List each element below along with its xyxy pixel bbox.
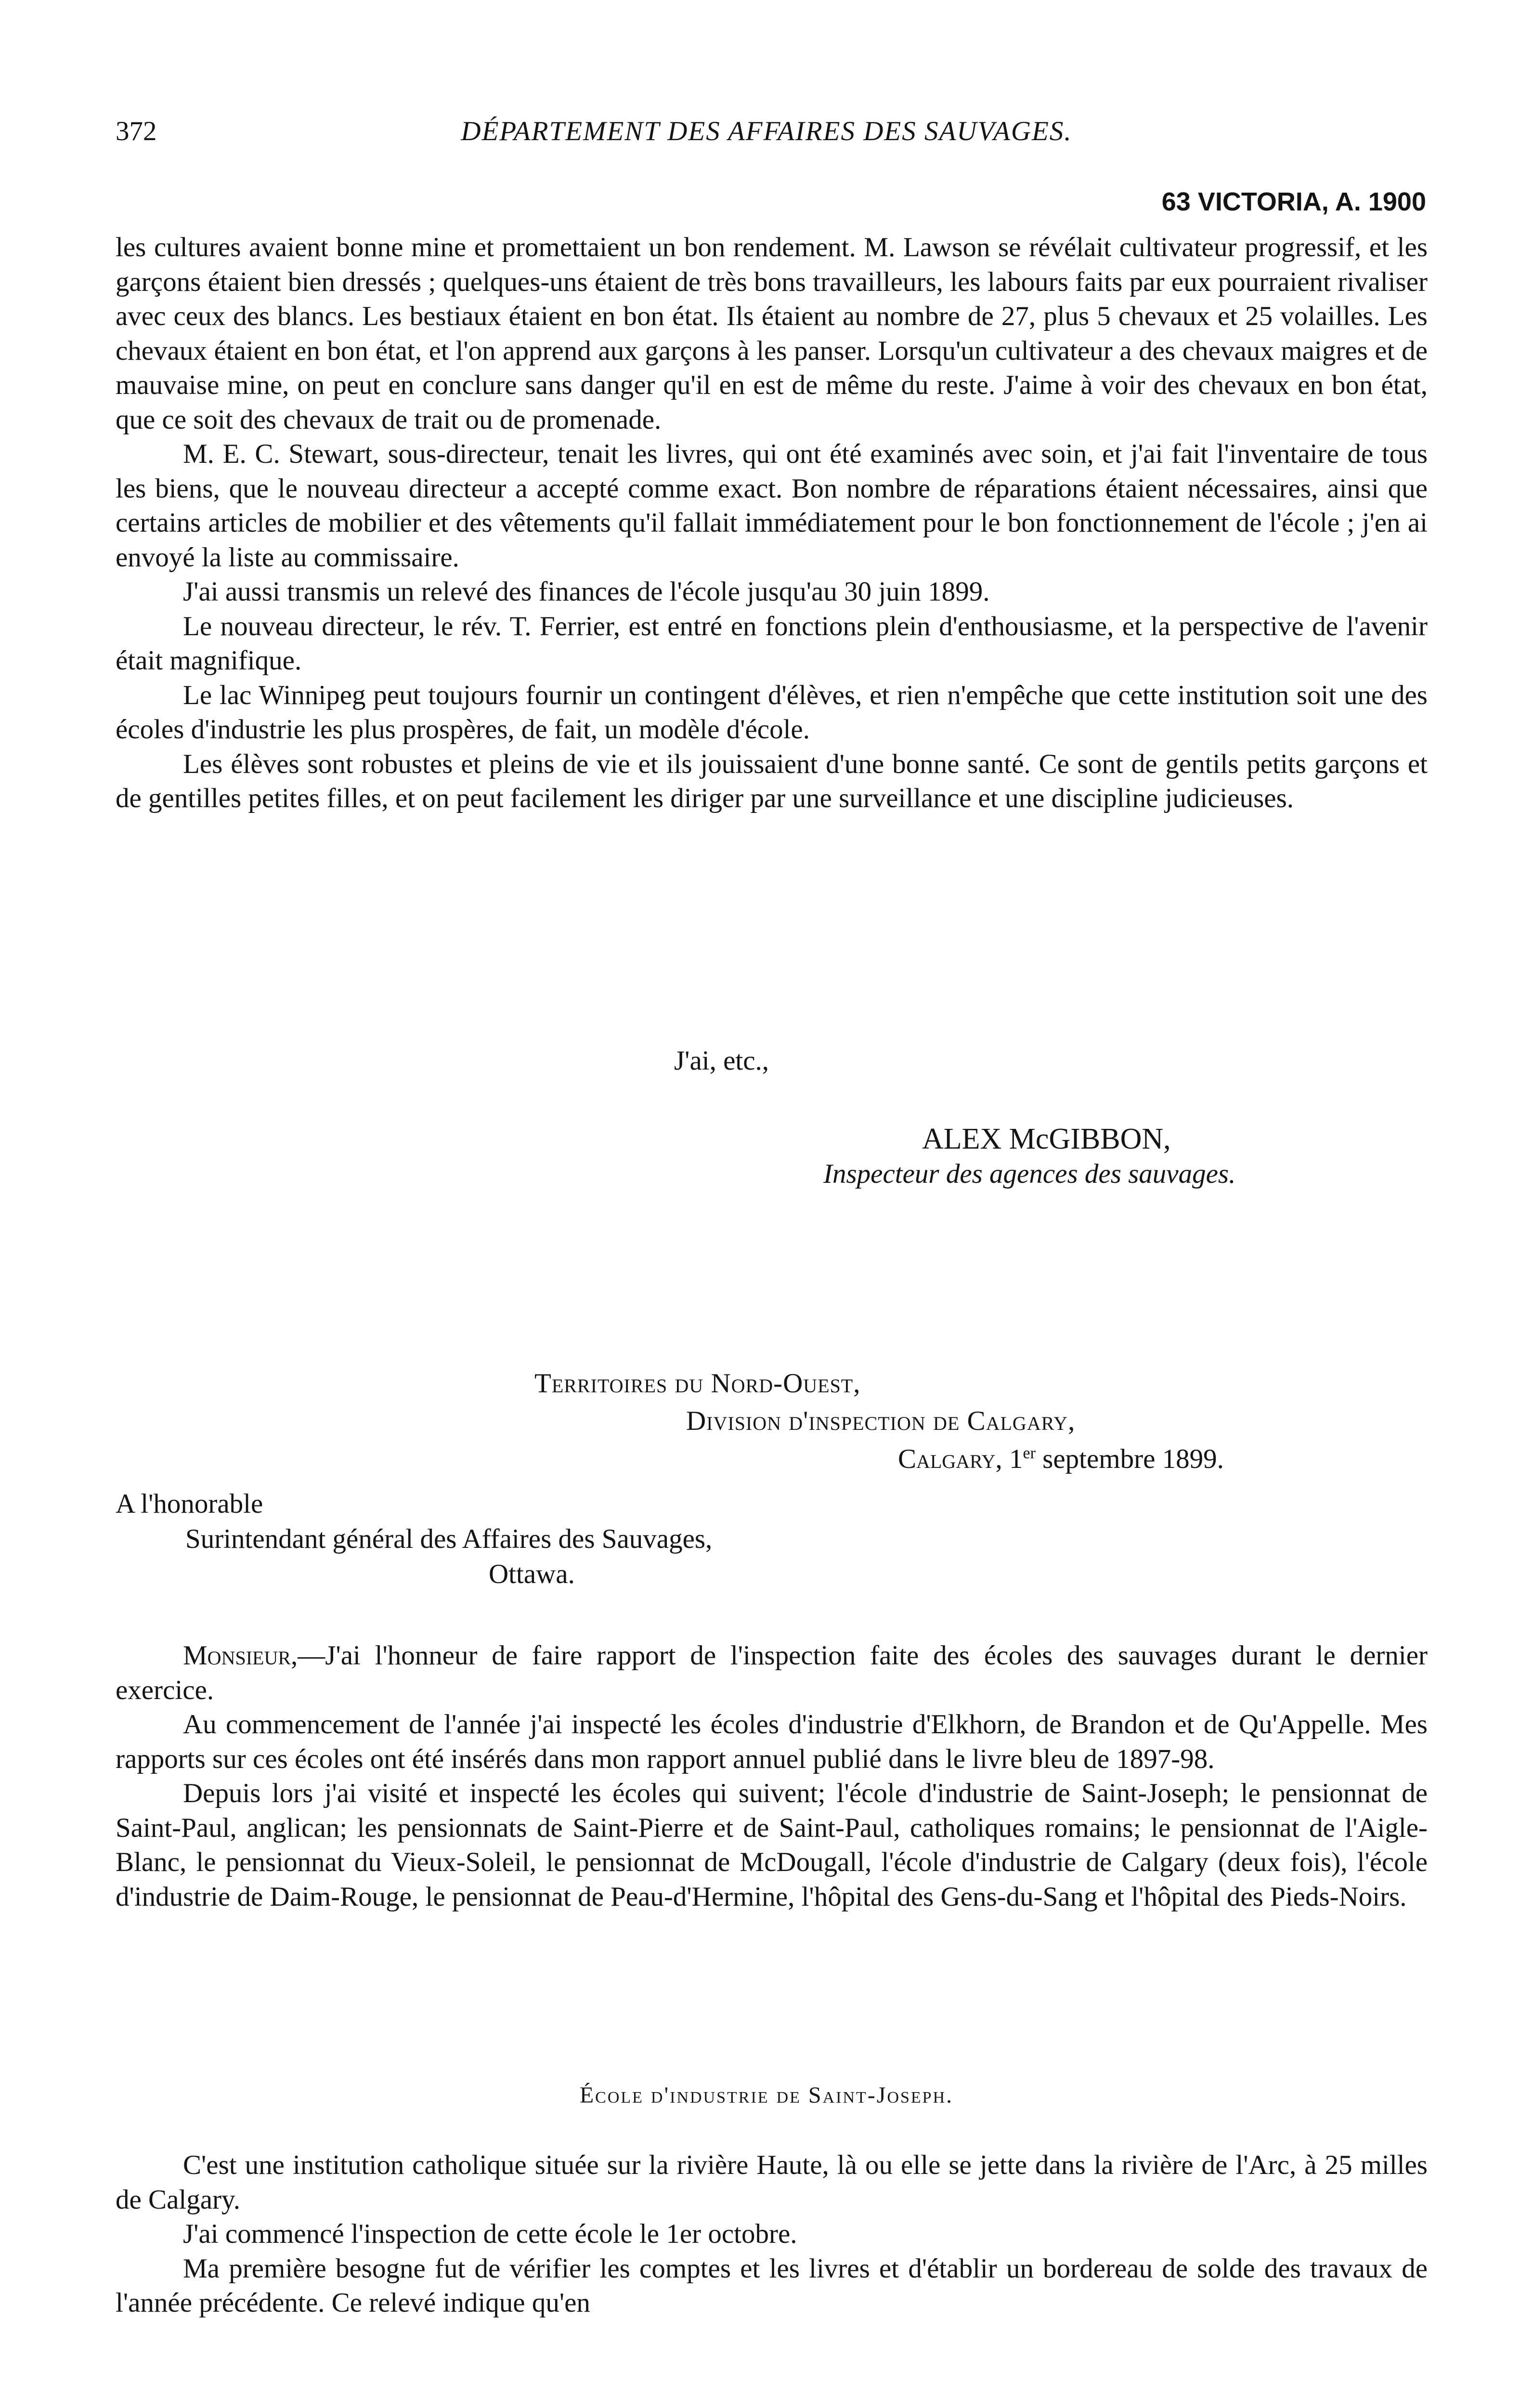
salutation: Monsieur,: [183, 1640, 298, 1671]
recipient-line-1: A l'honorable: [116, 1489, 263, 1519]
recipient-line-3: Ottawa.: [489, 1559, 575, 1589]
paragraph: M. E. C. Stewart, sous-directeur, tenait les livres, qui ont été examinés avec soin, et j'ai fait l'inventaire de tous les biens, que le nouveau directeur a accepté comme exact. Bon nombre de réparations étaient nécessaires, ainsi que certains articles de mobilier et des vêtements qu'il fallait immédiatement pour le bon fonctionnement de l'école ; j'en ai envoyé la liste au commissaire.: [116, 439, 1428, 573]
letter-1-body: [116, 230, 1428, 816]
closing: J'ai, etc.,: [674, 1046, 769, 1076]
address-line-1: Territoires du Nord-Ouest,: [534, 1368, 861, 1399]
paragraph: Le lac Winnipeg peut toujours fournir un contingent d'élèves, et rien n'empêche que cette institution soit une des écoles d'industrie les plus prospères, de fait, un modèle d'école.: [116, 680, 1428, 745]
paragraph: les cultures avaient bonne mine et promettaient un bon rendement. M. Lawson se révélait cultivateur progressif, et les garçons étaient bien dressés ; quelques-uns étaient de très bons travailleurs, les labours faits par eux pourraient rivaliser avec ceux des blancs. Les bestiaux étaient en bon état. Ils étaient au nombre de 27, plus 5 chevaux et 25 volailles. Les chevaux étaient en bon état, et l'on apprend aux garçons à les panser. Lorsqu'un cultivateur a des chevaux maigres et de mauvaise mine, on peut en conclure sans danger qu'il en est de même du reste. J'aime à voir des chevaux en bon état, que ce soit des chevaux de trait ou de promenade.: [116, 232, 1428, 435]
section-body: [116, 2148, 1428, 2320]
date-superscript: er: [1023, 1444, 1036, 1462]
page-number: 372: [116, 116, 157, 146]
date-place: Calgary,: [898, 1444, 1002, 1474]
recipient-line-2: Surintendant général des Affaires des Sauvages,: [185, 1524, 713, 1554]
letter-2-body: [116, 1638, 1428, 1914]
running-title: DÉPARTEMENT DES AFFAIRES DES SAUVAGES.: [461, 116, 1072, 146]
paragraph: Depuis lors j'ai visité et inspecté les écoles qui suivent; l'école d'industrie de Saint-Joseph; le pensionnat de Saint-Paul, anglican; les pensionnats de Saint-Pierre et de Saint-Paul, catholiques romains; le pensionnat de l'Aigle-Blanc, le pensionnat du Vieux-Soleil, le pensionnat de McDougall, l'école d'industrie de Calgary (deux fois), l'école d'industrie de Daim-Rouge, le pensionnat de Peau-d'Hermine, l'hôpital des Gens-du-Sang et l'hôpital des Pieds-Noirs.: [116, 1778, 1428, 1912]
paragraph: C'est une institution catholique située sur la rivière Haute, là ou elle se jette dans la rivière de l'Arc, à 25 milles de Calgary.: [116, 2150, 1428, 2215]
session-label: 63 VICTORIA, A. 1900: [1161, 187, 1426, 216]
section-title: École d'industrie de Saint-Joseph.: [579, 2082, 954, 2108]
paragraph: [116, 1638, 1428, 1707]
address-line-2: Division d'inspection de Calgary,: [686, 1406, 1076, 1436]
paragraph: Le nouveau directeur, le rév. T. Ferrier, est entré en fonctions plein d'enthousiasme, et la perspective de l'avenir était magnifique.: [116, 611, 1428, 676]
date-line: [898, 1443, 1224, 1475]
paragraph: J'ai commencé l'inspection de cette école le 1er octobre.: [183, 2219, 797, 2249]
signature-title: Inspecteur des agences des sauvages.: [823, 1159, 1236, 1189]
paragraph: Ma première besogne fut de vérifier les comptes et les livres et d'établir un bordereau de solde des travaux de l'année précédente. Ce relevé indique qu'en: [116, 2253, 1428, 2318]
date-rest: septembre 1899.: [1042, 1444, 1224, 1474]
paragraph: Au commencement de l'année j'ai inspecté les écoles d'industrie d'Elkhorn, de Brandon et de Qu'Appelle. Mes rapports sur ces écoles ont été insérés dans mon rapport annuel publié dans le livre bleu de 1897-98.: [116, 1709, 1428, 1774]
signature-name: ALEX McGIBBON,: [922, 1123, 1171, 1155]
paragraph-text: —J'ai l'honneur de faire rapport de l'inspection faite des écoles des sauvages durant le dernier exercice.: [116, 1640, 1428, 1705]
paragraph: Les élèves sont robustes et pleins de vie et ils jouissaient d'une bonne santé. Ce sont de gentils petits garçons et de gentilles petites filles, et on peut facilement les diriger par une surveillance et une discipline judicieuses.: [116, 748, 1428, 813]
paragraph: J'ai aussi transmis un relevé des finances de l'école jusqu'au 30 juin 1899.: [183, 576, 990, 607]
date-day: 1: [1009, 1444, 1023, 1474]
